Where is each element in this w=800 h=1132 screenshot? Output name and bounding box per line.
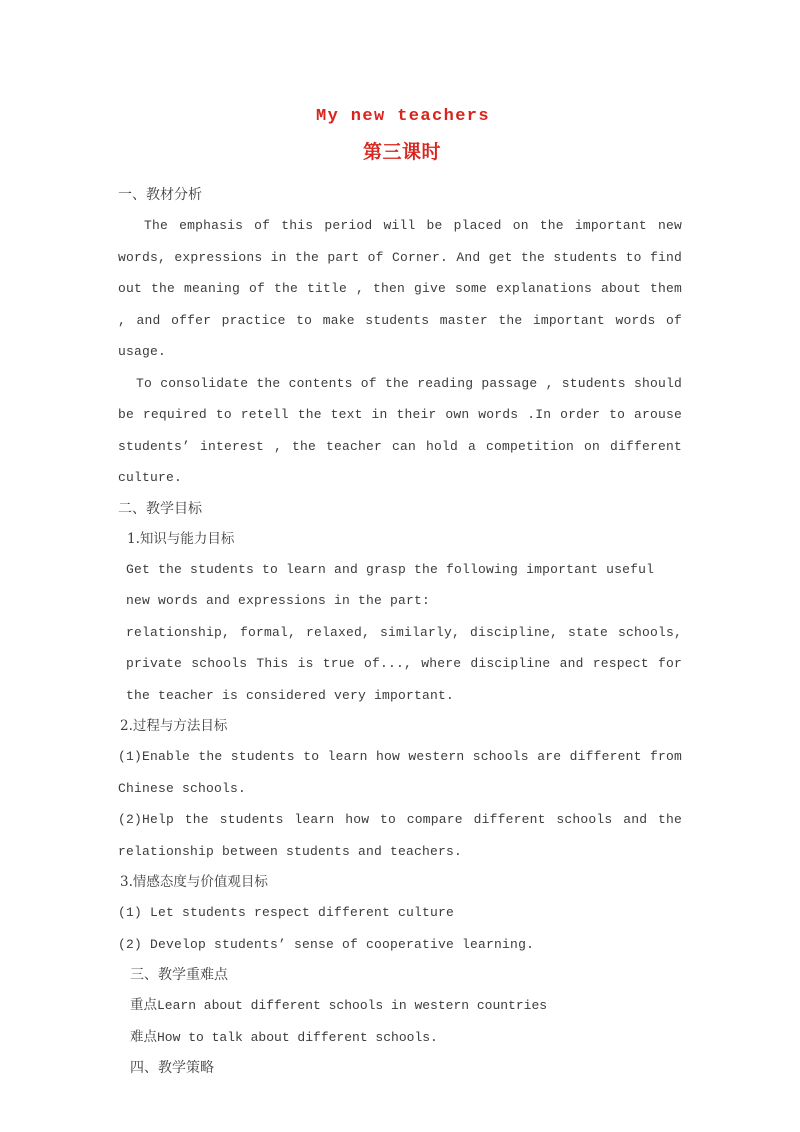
section-heading-teaching-strategy: 四、教学策略 [130,1060,214,1076]
document-title [118,104,682,130]
difficult-point-line [118,1022,682,1054]
subsection-heading-emotion-attitude-values: 3.情感态度与价值观目标 [120,874,268,890]
subsection3-item-1: (1) Let students respect different culture [118,905,455,920]
difficult-point-label: 难点 [130,1028,157,1045]
subsection-heading-knowledge-ability: 1.知识与能力目标 [127,530,235,547]
subsection1-paragraph-1: Get the students to learn and grasp the following important useful new words and expressions in the part: [126,561,655,608]
subsection3-item-2: (2) Develop students’ sense of cooperative learning. [118,936,535,952]
subsection-heading-process-method: 2.过程与方法目标 [120,718,228,734]
key-point-text: Learn about different schools in western countries [157,998,548,1013]
document-body [118,104,682,1083]
subsection2-item-2: (2)Help the students learn how to compare different schools and the relationship between students and teachers. [118,812,682,859]
key-point-line [118,990,682,1022]
difficult-point-text: How to talk about different schools. [157,1029,438,1045]
section-heading-key-difficult-points: 三、教学重难点 [130,967,228,983]
key-point-label: 重点 [130,997,157,1013]
section-heading-teaching-objectives: 二、教学目标 [118,500,202,517]
subsection2-item-1: (1)Enable the students to learn how western schools are different from Chinese schools. [118,749,682,796]
document-subtitle: 第三课时 [362,141,441,163]
section-heading-teaching-material-analysis: 一、教材分析 [118,187,202,203]
document-title-text: My new teachers [315,107,491,126]
subsection1-vocabulary-list: relationship, formal, relaxed, similarly, discipline, state schools, private schools This is true of..., where discipline and respect for the teacher is considered very important. [126,624,682,703]
section1-paragraph-2: To consolidate the contents of the reading passage , students should be required to retell the text in their own words .In order to arouse students’ interest , the teacher can hold a competition on different culture. [118,375,682,485]
section1-paragraph-1: The emphasis of this period will be placed on the important new words, expressions in the part of Corner. And get the students to find out the meaning of the title , then give some explanations about them , and offer practice to make students master the important words of usage. [118,218,682,359]
